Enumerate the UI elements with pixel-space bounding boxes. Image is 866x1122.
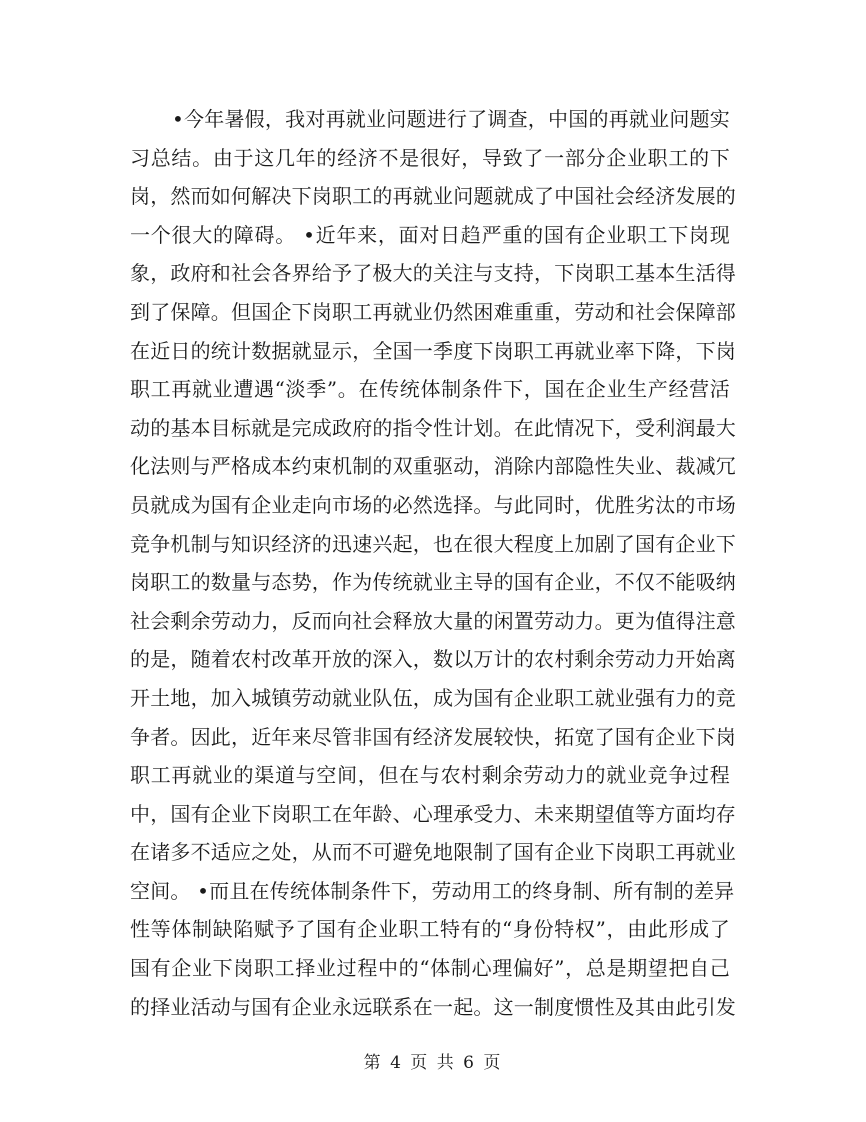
text-line: 化法则与严格成本约束机制的双重驱动，消除内部隐性失业、裁减冗: [130, 454, 736, 479]
text-line: 空间。 •而且在传统体制条件下，劳动用工的终身制、所有制的差异: [130, 878, 735, 903]
text-line: 到了保障。但国企下岗职工再就业仍然困难重重，劳动和社会保障部: [130, 299, 736, 324]
text-line: 岗，然而如何解决下岗职工的再就业问题就成了中国社会经济发展的: [130, 184, 736, 209]
text-line: 一个很大的障碍。 •近年来，面对日趋严重的国有企业职工下岗现: [130, 222, 730, 247]
text-line: 开土地，加入城镇劳动就业队伍，成为国有企业职工就业强有力的竞: [130, 685, 736, 710]
text-line: 性等体制缺陷赋予了国有企业职工特有的“身份特权”，由此形成了: [130, 917, 730, 942]
text-line: 岗职工的数量与态势，作为传统就业主导的国有企业，不仅不能吸纳: [130, 570, 736, 595]
text-line: 员就成为国有企业走向市场的必然选择。与此同时，优胜劣汰的市场: [130, 492, 736, 517]
text-line: 争者。因此，近年来尽管非国有经济发展较快，拓宽了国有企业下岗: [130, 724, 736, 749]
text-line: 竞争机制与知识经济的迅速兴起，也在很大程度上加剧了国有企业下: [130, 531, 736, 556]
text-line: 的择业活动与国有企业永远联系在一起。这一制度惯性及其由此引发: [130, 994, 736, 1019]
body-text: [130, 100, 736, 1026]
text-line: 职工再就业的渠道与空间，但在与农村剩余劳动力的就业竞争过程: [130, 763, 730, 788]
text-line: 习总结。由于这几年的经济不是很好，导致了一部分企业职工的下: [130, 145, 730, 170]
text-line: 社会剩余劳动力，反而向社会释放大量的闲置劳动力。更为值得注意: [130, 608, 736, 633]
text-line: 象，政府和社会各界给予了极大的关注与支持，下岗职工基本生活得: [130, 261, 736, 286]
page-number-footer: 第 4 页 共 6 页: [363, 1053, 503, 1073]
text-line: 动的基本目标就是完成政府的指令性计划。在此情况下，受利润最大: [130, 415, 736, 440]
text-line: 职工再就业遭遇“淡季”。在传统体制条件下，国在企业生产经营活: [130, 377, 730, 402]
text-line: 国有企业下岗职工择业过程中的“体制心理偏好”，总是期望把自己: [130, 956, 730, 981]
text-line: 在近日的统计数据就显示，全国一季度下岗职工再就业率下降，下岗: [130, 338, 736, 363]
text-line: 中，国有企业下岗职工在年龄、心理承受力、未来期望值等方面均存: [130, 801, 736, 826]
text-line: 的是，随着农村改革开放的深入，数以万计的农村剩余劳动力开始离: [130, 647, 736, 672]
text-line: •今年暑假，我对再就业问题进行了调查，中国的再就业问题实: [172, 107, 730, 131]
text-line: 在诸多不适应之处，从而不可避免地限制了国有企业下岗职工再就业: [130, 840, 736, 865]
